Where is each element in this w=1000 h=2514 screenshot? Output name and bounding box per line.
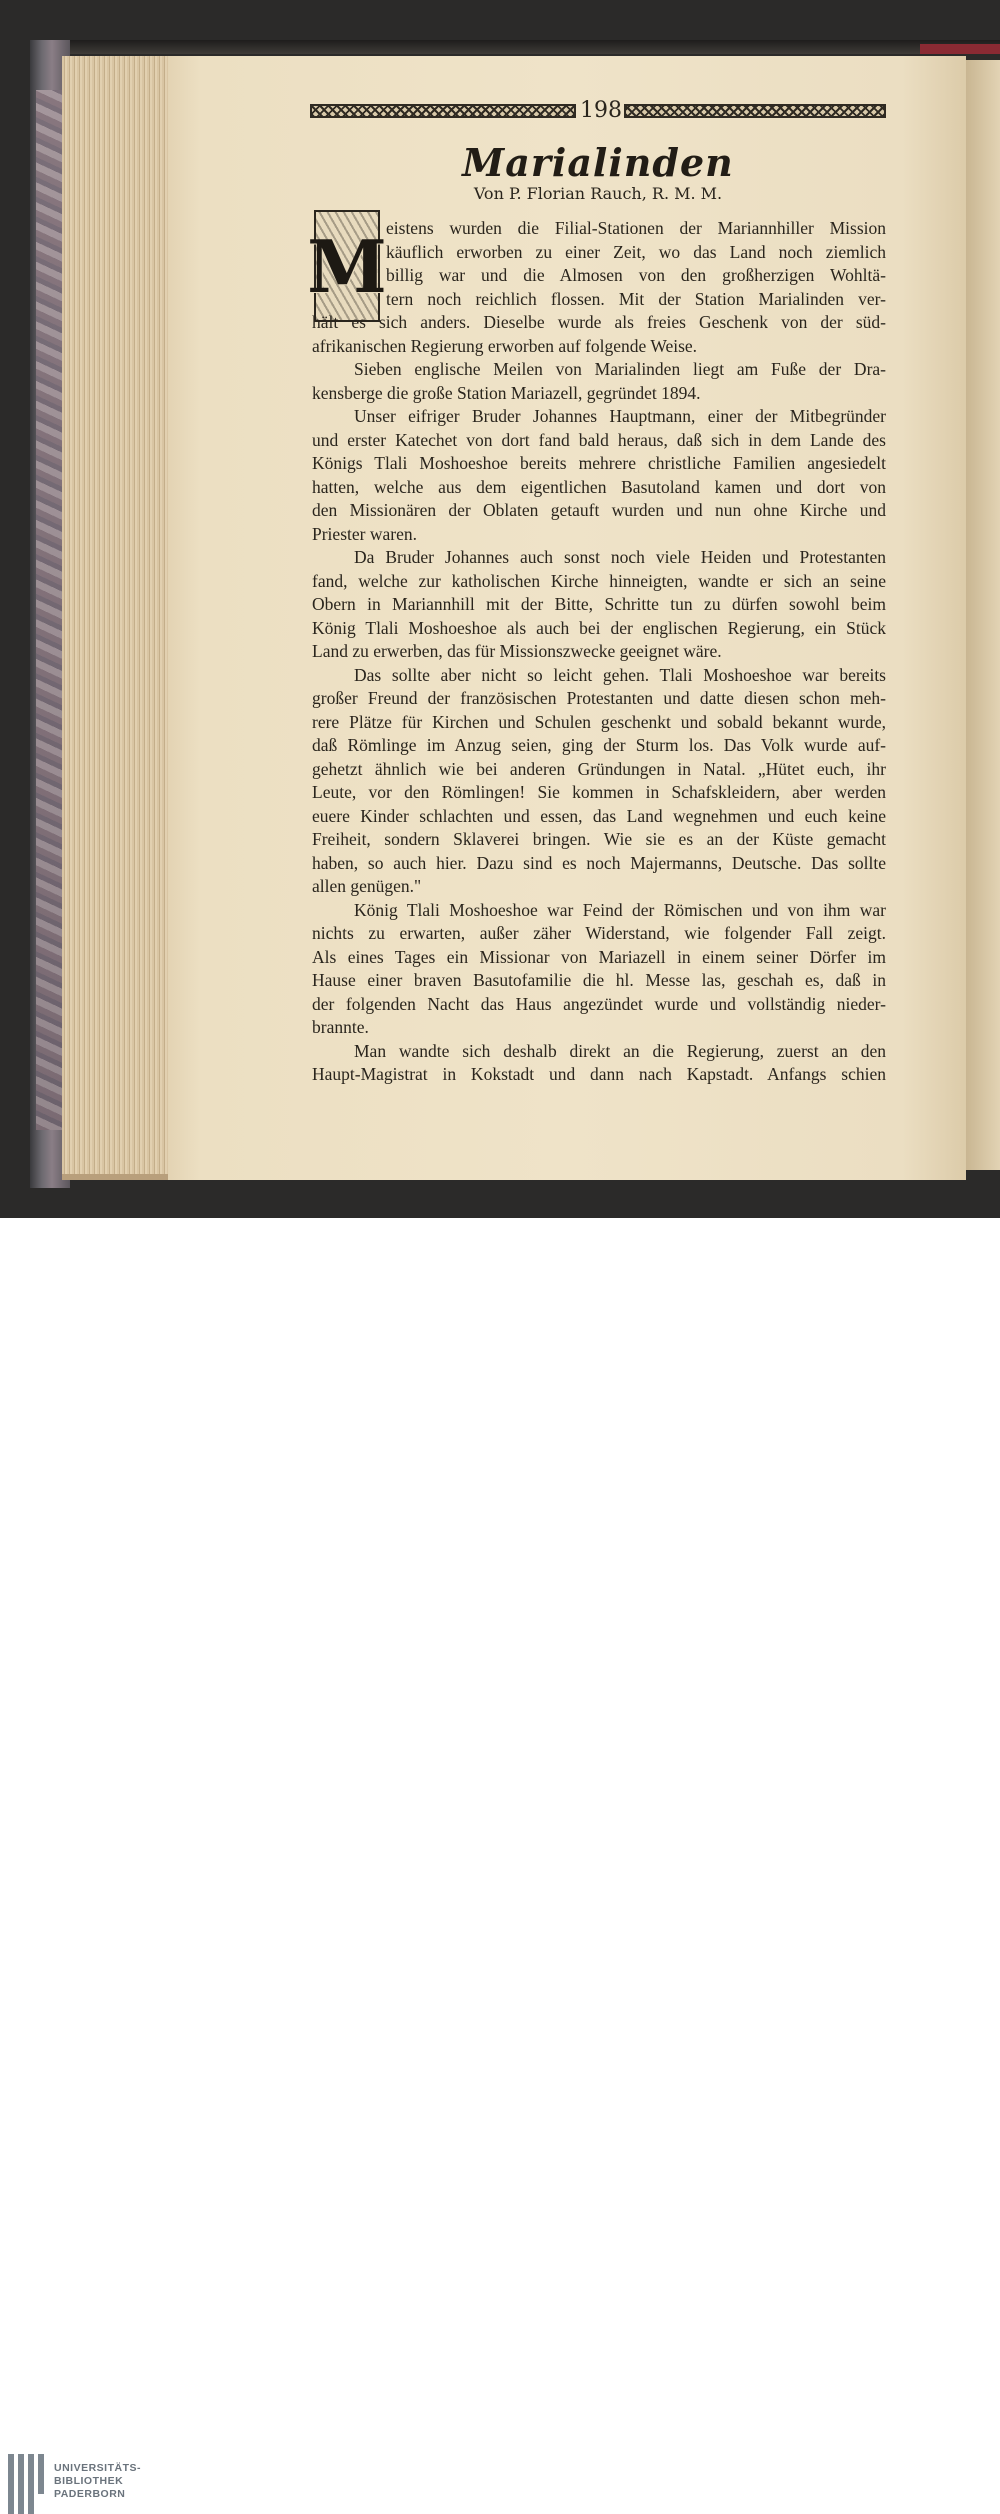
text-line: eistens wurden die Filial-Stationen der Mariannhiller Mission — [386, 218, 886, 238]
text-line: afrikanischen Regierung erworben auf folgende Weise. — [312, 335, 698, 356]
text-line: rere Plätze für Kirchen und Schulen geschenkt und sobald bekannt wurde, — [312, 711, 886, 732]
text-line: billig war und die Almosen von den großherzigen Wohltä- — [386, 265, 886, 285]
header-ornament-left — [310, 104, 576, 118]
book-scan — [0, 0, 1000, 1218]
text-line: nichts zu erwarten, außer zäher Widerstand, wie folgender Fall zeigt. — [312, 923, 886, 943]
marbled-cover-strip — [36, 90, 62, 1130]
logo-line: UNIVERSITÄTS- — [54, 2462, 142, 2474]
page-number: 198 — [580, 98, 622, 123]
article-byline: Von P. Florian Rauch, R. M. M. — [473, 184, 723, 203]
text-line: käuflich erworben zu einer Zeit, wo das Land noch ziemlich — [386, 241, 886, 262]
text-line: tern noch reichlich flossen. Mit der Station Marialinden ver- — [386, 288, 886, 309]
text-line: Obern in Mariannhill mit der Bitte, Schritte tun zu dürfen sowohl beim — [312, 594, 886, 614]
text-line: gehetzt ähnlich wie bei anderen Gründungen in Natal. „Hütet euch, ihr — [312, 758, 886, 779]
text-line: Als eines Tages ein Missionar von Mariazell in einem seiner Dörfer im — [312, 946, 886, 967]
text-line: König Tlali Moshoeshoe als auch bei der englischen Regierung, ein Stück — [312, 617, 886, 638]
text-line: Hause einer braven Basutofamilie die hl. Messe las, geschah es, daß in — [312, 970, 886, 990]
text-line: hatten, welche aus dem eigentlichen Basutoland kamen und dort von — [312, 476, 886, 497]
logo-line: PADERBORN — [54, 2488, 126, 2500]
text-line: König Tlali Moshoeshoe war Feind der Römischen und von ihm war — [354, 899, 886, 920]
text-line: haben, so auch hier. Dazu sind es noch Majermanns, Deutsche. Das sollte — [312, 852, 886, 873]
text-line: großer Freund der französischen Protestanten und datte diesen schon meh- — [312, 688, 886, 708]
text-line: Königs Tlali Moshoeshoe bereits mehrere christliche Familien angesiedelt — [312, 453, 886, 473]
header-ornament-right — [624, 104, 886, 118]
text-line: Freiheit, sondern Sklaverei bringen. Wie sie es an der Küste gemacht — [312, 829, 886, 849]
text-line: daß Römlinge im Anzug seien, ging der Sturm los. Das Volk wurde auf- — [312, 735, 886, 755]
text-line: Sieben englische Meilen von Marialinden liegt am Fuße der Dra- — [354, 359, 886, 379]
article-title: Marialinden — [462, 140, 734, 185]
text-line: Priester waren. — [312, 523, 417, 544]
text-line: und erster Katechet von dort fand bald heraus, daß sich in dem Lande des — [312, 429, 886, 450]
text-line: Das sollte aber nicht so leicht gehen. Tlali Moshoeshoe war bereits — [354, 664, 886, 685]
text-line: euere Kinder schlachten und essen, das Land wegnehmen und euch keine — [312, 805, 886, 826]
text-line: kensberge die große Station Mariazell, gegründet 1894. — [312, 382, 701, 403]
text-line: Man wandte sich deshalb direkt an die Regierung, zuerst an den — [354, 1040, 886, 1061]
book-cover-top — [40, 40, 1000, 54]
text-line: Da Bruder Johannes auch sonst noch viele Heiden und Protestanten — [354, 547, 886, 567]
page-edges — [62, 56, 172, 1180]
bookmark-band — [920, 44, 1000, 54]
text-line: Unser eifriger Bruder Johannes Hauptmann, einer der Mitbegründer — [354, 406, 886, 426]
logo-line: BIBLIOTHEK — [54, 2475, 124, 2487]
facing-page-edge — [966, 60, 1000, 1170]
library-logo-text — [54, 2462, 141, 2501]
text-line: den Missionären der Oblaten getauft wurden und nun ohne Kirche und — [312, 500, 886, 520]
library-logo-icon — [8, 2454, 48, 2514]
text-line: der folgenden Nacht das Haus angezündet wurde und vollständig nieder- — [312, 993, 886, 1014]
text-line: hält es sich anders. Dieselbe wurde als freies Geschenk von der süd- — [312, 312, 886, 332]
text-line: brannte. — [312, 1017, 369, 1037]
text-line: Leute, vor den Römlingen! Sie kommen in Schafskleidern, aber werden — [312, 782, 886, 802]
text-line: Land zu erwerben, das für Missionszwecke geeignet wäre. — [312, 641, 722, 661]
text-line: Haupt-Magistrat in Kokstadt und dann nach Kapstadt. Anfangs schien — [312, 1064, 886, 1084]
text-line: fand, welche zur katholischen Kirche hinneigten, wandte er sich an seine — [312, 570, 886, 591]
footer — [0, 1218, 1000, 2500]
drop-cap: M — [314, 210, 380, 322]
text-line: allen genügen." — [312, 876, 422, 896]
